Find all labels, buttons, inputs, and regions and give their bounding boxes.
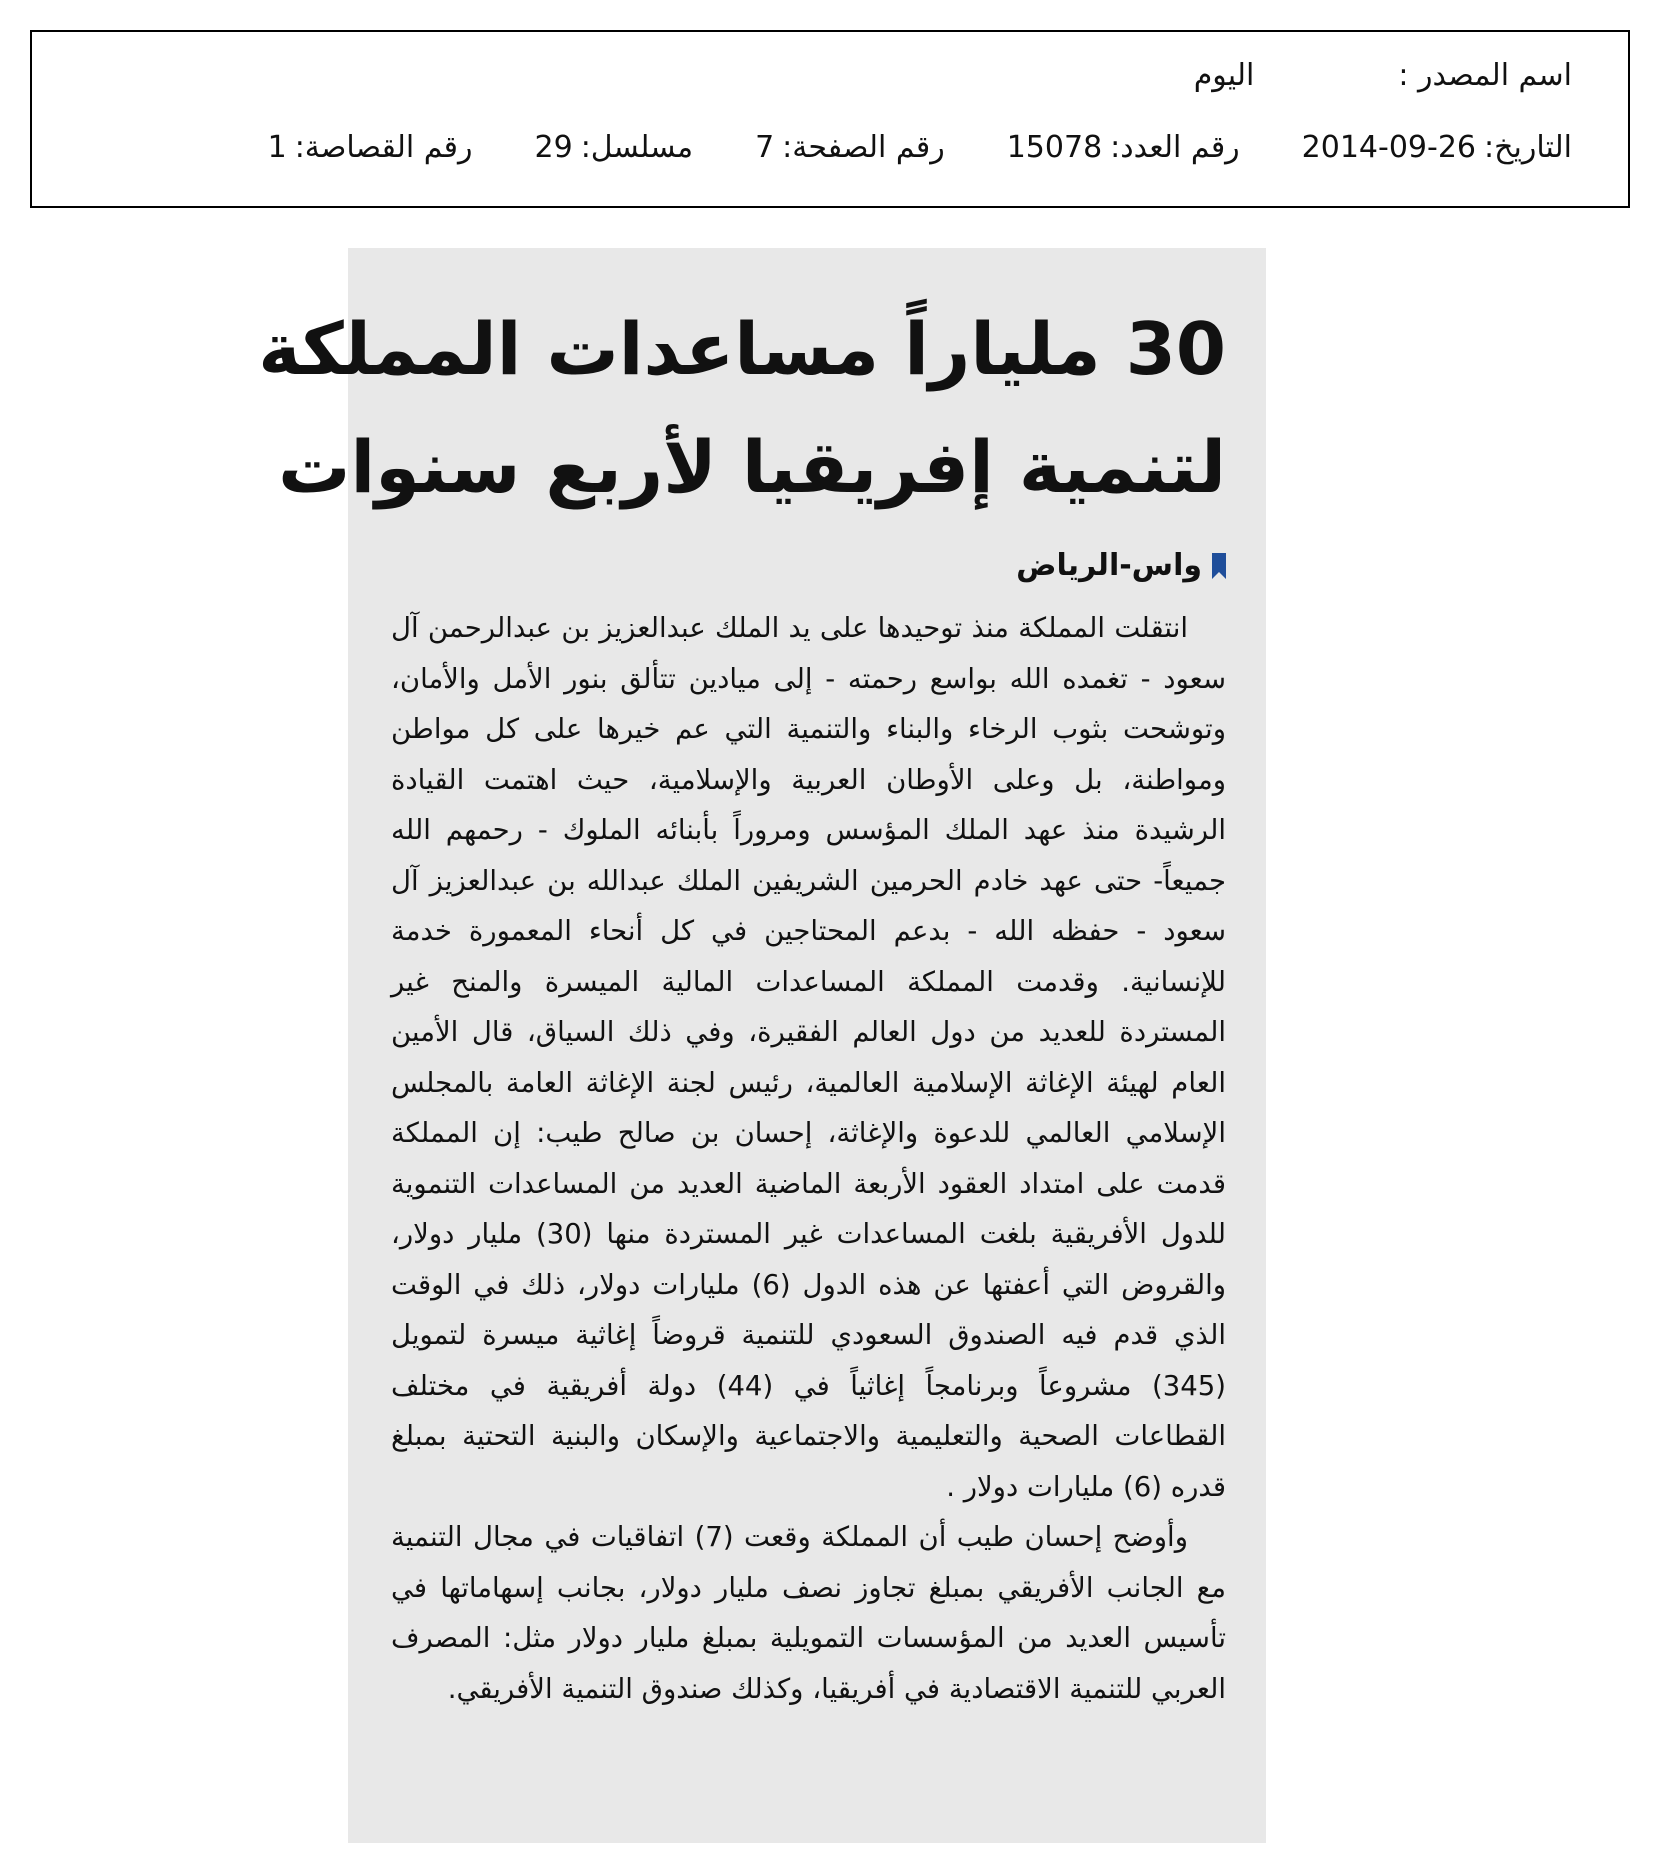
date-field (1302, 130, 1572, 165)
date-value: 2014-09-26 (1301, 130, 1477, 165)
article-byline (1016, 548, 1226, 583)
issue-label: رقم العدد: (1110, 130, 1240, 165)
source-info-box (30, 30, 1630, 208)
page-label: رقم الصفحة: (782, 130, 945, 165)
clip-number-label: رقم القصاصة: (294, 130, 473, 165)
article-headline (258, 290, 1226, 526)
newspaper-clipping (258, 248, 1266, 1843)
headline-line-1: 30 ملياراً مساعدات المملكة (258, 307, 1226, 391)
byline-text: واس-الرياض (1016, 548, 1202, 583)
article-paragraph-1: انتقلت المملكة منذ توحيدها على يد الملك عبدالعزيز بن عبدالرحمن آل سعود - تغمده الله بواسع رحمته - إلى ميادين تتألق بنور الأمل والأمان، وتوشحت بثوب الرخاء والبناء والتنمية التي عم خيرها على كل مواطن ومواطنة، بل وعلى الأوطان العربية والإسلامية، حيث اهتمت القيادة الرشيدة منذ عهد الملك المؤسس ومروراً بأبنائه الملوك - رحمهم الله جميعاً- حتى عهد خادم الحرمين الشريفين الملك عبدالله بن عبدالعزيز آل سعود - حفظه الله - بدعم المحتاجين في كل أنحاء المعمورة خدمة للإنسانية. وقدمت المملكة المساعدات المالية الميسرة والمنح غير المستردة للعديد من دول العالم الفقيرة، وفي ذلك السياق، قال الأمين العام لهيئة الإغاثة الإسلامية العالمية، رئيس لجنة الإغاثة العامة بالمجلس الإسلامي العالمي للدعوة والإغاثة، إحسان بن صالح طيب: إن المملكة قدمت على امتداد العقود الأربعة الماضية العديد من المساعدات التنموية للدول الأفريقية بلغت المساعدات غير المستردة منها (30) مليار دولار، والقروض التي أعفتها عن هذه الدول (6) مليارات دولار، ذلك في الوقت الذي قدم فيه الصندوق السعودي للتنمية قروضاً إغاثية ميسرة لتمويل (345) مشروعاً وبرنامجاً إغاثياً في (44) دولة أفريقية في مختلف القطاعات الصحية والتعليمية والاجتماعية والإسكان والبنية التحتية بمبلغ قدره (6) مليارات دولار . (391, 612, 1227, 1503)
source-row (1194, 58, 1572, 93)
issue-field (1007, 130, 1240, 165)
date-label: التاريخ: (1484, 130, 1572, 165)
article-body (391, 603, 1226, 1714)
source-value: اليوم (1193, 58, 1255, 93)
page-field (755, 130, 945, 165)
article-paragraph-2: وأوضح إحسان طيب أن المملكة وقعت (7) اتفاقيات في مجال التنمية مع الجانب الأفريقي بمبلغ تجاوز نصف مليار دولار، بجانب إسهاماتها في تأسيس العديد من المؤسسات التمويلية بمبلغ مليار دولار مثل: المصرف العربي للتنمية الاقتصادية في أفريقيا، وكذلك صندوق التنمية الأفريقي. (391, 1521, 1226, 1705)
source-label: اسم المصدر : (1398, 58, 1572, 93)
publication-details-row (268, 130, 1572, 165)
clip-number-field (268, 130, 473, 165)
serial-field (535, 130, 694, 165)
clip-number-value: 1 (267, 130, 287, 165)
page-value: 7 (755, 130, 775, 165)
headline-line-2: لتنمية إفريقيا لأربع سنوات (278, 425, 1226, 509)
serial-label: مسلسل: (580, 130, 694, 165)
bookmark-icon (1212, 553, 1226, 579)
issue-value: 15078 (1006, 130, 1103, 165)
serial-value: 29 (534, 130, 573, 165)
